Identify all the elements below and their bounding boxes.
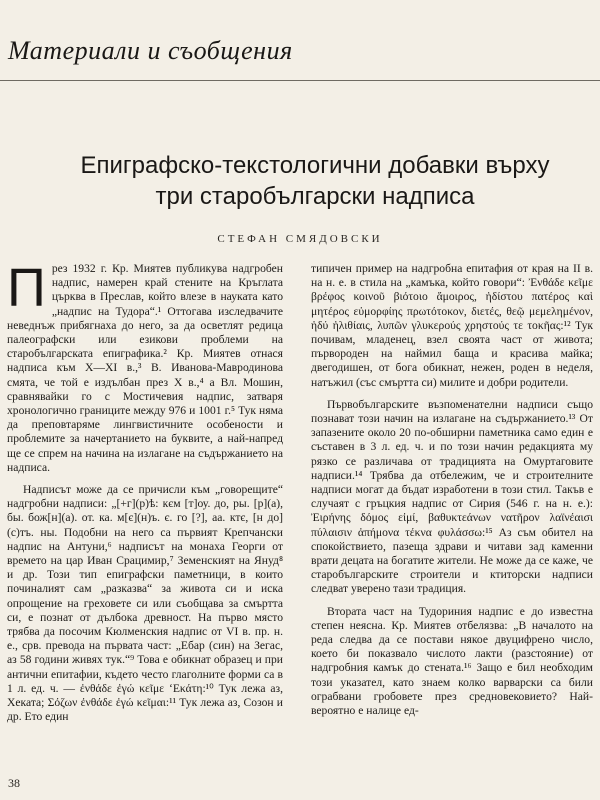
paragraph: Втората част на Тудориния надпис е до известна степен неясна. Кр. Миятев отбелязва: „В началото на реда следва да се постави някое двуцифрено число, което би показвало числото лакти (разстояние) от надгробния камък до стената.¹⁶ Защо е бил необходим този указател, като знаем колко варварски са били ограбвани гробовете през средновековието? Най-вероятно е налице ед- <box>311 604 593 718</box>
section-title: Материали и съобщения <box>8 36 293 65</box>
paragraph: типичен пример на надгробна епитафия от края на II в. на н. е. в стила на „камъка, който говори“: Ἐνθάδε κεῖμε βρέφος κοινοῦ βιότοιο ἄμοιρος, ἡδίστου πατέρος καὶ μητέρος εὐμορφίης πρωτότοκον, διετές, θεῷ μεμελημένον, ἡδύ ἡλιθίαις, λυπῶν γλυκερούς χρηστούς τε τοκῆας:¹² Тук почивам, младенец, взел своята част от живота; първороден на наймил баща и красива майка; двегодишен, от бога обикнат, нежен, роден в неделя, натъжил (със смъртта си) милите и добри родители. <box>311 262 593 389</box>
article-author: СТЕФАН СМЯДОВСКИ <box>217 233 383 245</box>
article-title: Епиграфско-текстологични добавки върху три старобългарски надписа <box>80 152 550 210</box>
drop-cap: П <box>7 262 46 318</box>
page-number: 38 <box>8 776 20 790</box>
right-column <box>311 262 593 760</box>
paragraph: Първобългарските възпоменателни надписи също познават този начин на излагане на съдържанието.¹³ От запазените около 20 по-обширни паметника само един е съставен в 3 л. ед. ч. и по този начин редакцията му рязко се различава от традицията на Омуртаговите надписи.¹⁴ Трябва да отбележим, че и строителните надписи могат да бъдат изработени в този стил. Такъв е случаят с гръцкия надпис от Сирия (546 г. на н. е.): Ἐιρήνης δόμος εἰμί, βαθυκτεάνων νατῆρον λαϊνέαισι πύλαισιν ἀπήμονα τέκνα φυλάσσω:¹⁵ Аз съм обител на спокойствието, пазеща здрави и читави зад каменни врати децата на богатите жители. Не може да се каже, че старобългарските строители и ктиторски надписи следват уверено тази традиция. <box>311 397 593 596</box>
paragraph <box>7 262 283 475</box>
paragraph-text: рез 1932 г. Кр. Миятев публикува надгробен надпис, намерен край стените на Кръглата църква в Преслав, който влезе в науката като „надпис на Тудора“.¹ Оттогава изследвачите неведнъж прибягнаха до него, за да осветлят редица палеографски или езикови проблеми на старобългарската епиграфика.² Кр. Миятев отнася надписа към X—XI в.,³ В. Иванова-Мавродинова смята, че той е издълбан през X в.,⁴ а Вл. Мошин, сравнявайки го с Мостичевия надпис, затваря хронологично границите между 976 и 1001 г.⁵ Тук няма да преповтаряме лингвистичните особености и проблемите за начертанието на буквите, а най-напред ще се спрем на начина на излагане на съдържанието на надписа. <box>7 262 283 474</box>
header-rule <box>0 80 600 81</box>
paragraph: Надписът може да се причисли към „говорещите“ надгробни надписи: „[+г](р)ѣ: кєм [т]оу. до, ры. [р](а), бы. бож[н](а). от. ка. м[є](н)ъ. є. го [?], аа. ктє, [н до](с)тъ. ны. Подобни на него са първият Крепчански надпис на Антуни,⁶ надписът на монаха Георги от времето на цар Иван Срацимир,⁷ Земенският на Януд⁸ и др. Този тип епиграфски паметници, в които починалият сам „разказва“ за живота си и иска опрощение на греховете си или съобщава за смъртта си, е познат от дълбока древност. На първо място трябва да посочим Кюлменския надпис от VI в. пр. н. е., срв. превода на първата част: „Ебар (син) на Зегас, аз 58 години живях тук.“⁹ Това е обикнат образец и при антични епитафии, където често глаголните форми са в 1 л. ед. ч. — ἐνθάδε ἐγώ κεῖμε ‘Εκάτη:¹⁰ Тук лежа аз, Хеката; Σόζων ἐνθάδε ἐγώ κεῖμαι:¹¹ Тук лежа аз, Созон и др. Ето един <box>7 483 283 724</box>
left-column <box>7 262 283 760</box>
